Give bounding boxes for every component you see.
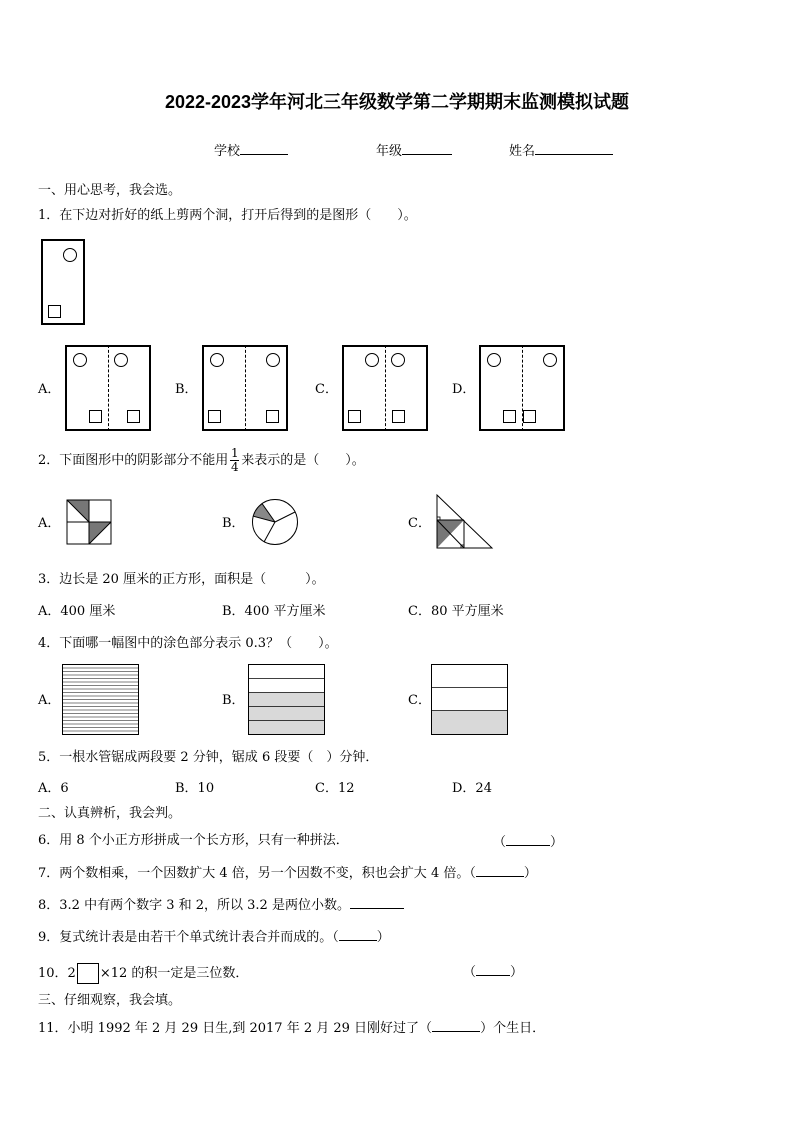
q1-figure-d <box>479 345 565 431</box>
q9-answer-blank[interactable] <box>339 928 377 941</box>
section-2-heading: 二、认真辨析，我会判。 <box>38 806 182 821</box>
page-title: 2022-2023学年河北三年级数学第二学期期末监测模拟试题 <box>164 92 630 112</box>
q4-option-a[interactable]: A． <box>38 693 61 708</box>
q1-option-c[interactable]: C． <box>315 382 338 397</box>
section-3-heading: 三、仔细观察，我会填。 <box>38 993 182 1008</box>
school-label: 学校 <box>214 144 241 159</box>
q5-option-b[interactable]: B．10 <box>175 781 215 796</box>
question-2-text <box>38 446 365 476</box>
question-10-text: 10．2 ×12 的积一定是三位数． <box>38 963 248 984</box>
q2-option-b[interactable]: B． <box>222 516 245 531</box>
question-11-text: 11．小明 1992 年 2 月 29 日生,到 2017 年 2 月 29 日刚好过了（ ）个生日． <box>38 1021 546 1036</box>
section-1-heading: 一、用心思考，我会选。 <box>38 183 182 198</box>
question-1-text: 1．在下边对折好的纸上剪两个洞，打开后得到的是图形（ ）。 <box>38 208 417 223</box>
q4-figure-b <box>248 664 326 736</box>
q10-digit-box[interactable] <box>77 963 99 984</box>
q1-option-d[interactable]: D． <box>452 382 476 397</box>
q1-figure-c <box>342 345 428 431</box>
name-label: 姓名 <box>509 144 536 159</box>
question-8-text: 8．3.2 中有两个数字 3 和 2，所以 3.2 是两位小数。 <box>38 896 404 914</box>
question-3-text: 3．边长是 20 厘米的正方形，面积是（ ）。 <box>38 572 325 587</box>
name-field[interactable] <box>509 142 613 160</box>
question-4-text: 4．下面哪一幅图中的涂色部分表示 0.3？（ ）。 <box>38 636 338 651</box>
question-7-text: 7．两个数相乘，一个因数扩大 4 倍，另一个因数不变，积也会扩大 4 倍。（ ） <box>38 866 537 881</box>
q3-option-a[interactable]: A．400 厘米 <box>38 604 116 619</box>
q2-figure-a-grid <box>66 499 112 545</box>
q1-figure-a <box>65 345 151 431</box>
q6-answer-blank[interactable]: （ ） <box>493 835 564 850</box>
q3-option-c[interactable]: C．80 平方厘米 <box>408 604 504 619</box>
grade-label: 年级 <box>376 144 403 159</box>
q4-option-c[interactable]: C． <box>408 693 431 708</box>
q2-option-c[interactable]: C． <box>408 516 431 531</box>
q5-option-c[interactable]: C．12 <box>315 781 355 796</box>
q2-option-a[interactable]: A． <box>38 516 61 531</box>
q1-option-b[interactable]: B． <box>175 382 198 397</box>
question-5-text: 5．一根水管锯成两段要 2 分钟，锯成 6 段要（ ）分钟． <box>38 750 379 765</box>
q1-option-a[interactable]: A． <box>38 382 61 397</box>
school-field[interactable] <box>214 142 288 160</box>
q4-option-b[interactable]: B． <box>222 693 245 708</box>
q5-option-d[interactable]: D．24 <box>452 781 492 796</box>
q5-option-a[interactable]: A．6 <box>38 781 69 796</box>
q4-figure-c <box>431 664 509 736</box>
q11-answer-blank[interactable] <box>432 1019 480 1032</box>
q2-figure-b-circle <box>251 498 299 546</box>
q1-figure-b <box>202 345 288 431</box>
q2-pre: 2．下面图形中的阴影部分不能用 <box>38 453 229 468</box>
grade-field[interactable] <box>376 142 452 160</box>
q10-answer-blank[interactable]: （ ） <box>463 965 524 980</box>
q4-figure-a <box>62 664 140 736</box>
q2-post: 来表示的是（ ）。 <box>241 453 365 468</box>
q2-figure-c-triangle <box>436 494 494 550</box>
question-9-text: 9．复式统计表是由若干个单式统计表合并而成的。（ ） <box>38 930 390 945</box>
q7-answer-blank[interactable] <box>476 864 524 877</box>
fraction-one-quarter: $\frac{1}{4}$ <box>230 446 239 474</box>
q8-answer-blank[interactable] <box>350 896 404 909</box>
question-6-text: 6．用 8 个小正方形拼成一个长方形，只有一种拼法． <box>38 833 349 848</box>
q3-option-b[interactable]: B．400 平方厘米 <box>222 604 326 619</box>
